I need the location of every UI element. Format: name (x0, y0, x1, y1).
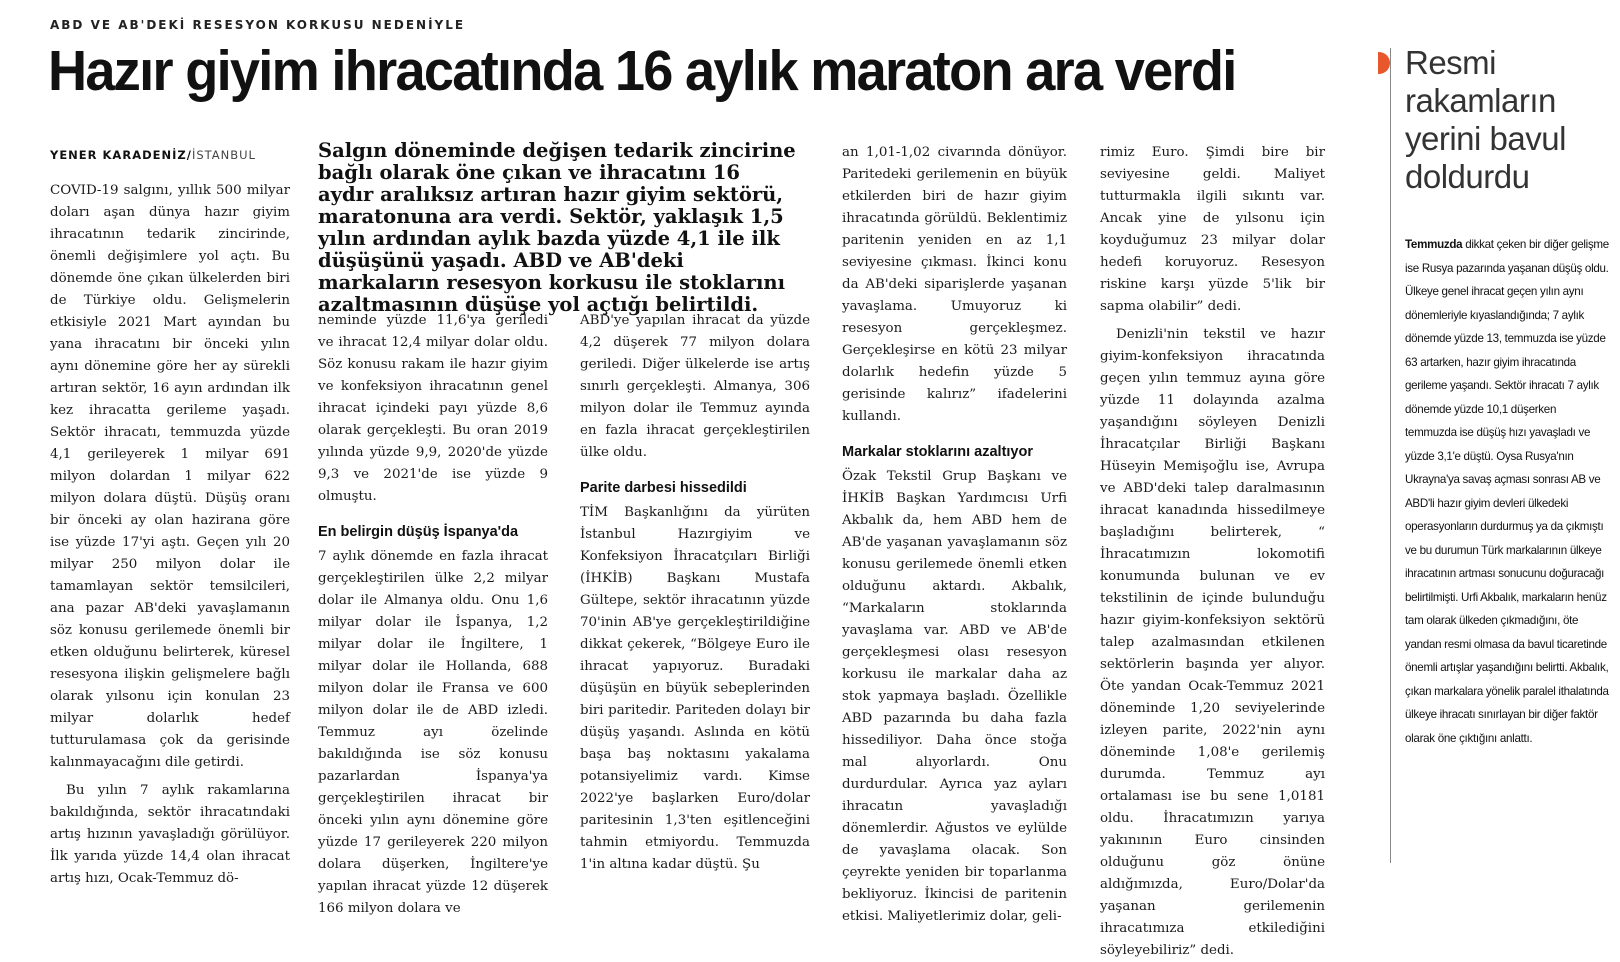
subheading: Markalar stoklarını azaltıyor (842, 444, 1033, 460)
headline: Hazır giyim ihracatında 16 aylık maraton ara verdi (48, 39, 1236, 103)
byline-city: İSTANBUL (191, 148, 256, 162)
column-paragraph: rimiz Euro. Şimdi bire bir seviyesine geldi. Maliyet tutturmakla ilgili sıkıntı var. Ancak yine de yılsonu için koyduğumuz 23 milyar dolar hedefi koruyoruz. Resesyon riskine karşı yüzde 5'lik bir sapma olabilir” dedi. (1100, 145, 1325, 314)
article-column-4 (842, 142, 1067, 924)
column-paragraph: 7 aylık dönemde en fazla ihracat gerçekleştirilen ülke 2,2 milyar dolar ile Almanya oldu. Onu 1,6 milyar dolar ile İspanya, 1,2 milyar dolar ile İngiltere, 1 milyar dolar ile Hollanda, 688 milyon dolar ile Fransa ve 600 milyon dolar ile de ABD izledi. Temmuz ayı özelinde bakıldığında ise söz konusu pazarlardan İspanya'ya gerçekleştirilen ihracat bir önceki yılın aynı dönemine göre yüzde 17 gerileyerek 220 milyon dolara düşerken, İngiltere'ye yapılan ihracat yüzde 12 düşerek 166 milyon dolara ve (318, 549, 548, 916)
article-column-1 (50, 180, 290, 886)
subheading: Parite darbesi hissedildi (580, 480, 747, 496)
article-column-5 (1100, 142, 1325, 958)
sidebar-lead-word: Temmuzda (1405, 238, 1463, 251)
accent-marker (1378, 52, 1390, 74)
column-paragraph: neminde yüzde 11,6'ya geriledi ve ihracat 12,4 milyar dolar oldu. Söz konusu rakam ile hazır giyim ve konfeksiyon ihracatının genel ihracat içindeki payı yüzde 8,6 olarak gerçekleşti. Bu oran 2019 yılında yüzde 9,9, 2020'de yüzde 9,3 ve 2021'de ise yüzde 9 olmuştu. (318, 313, 548, 504)
sidebar-divider (1390, 48, 1391, 863)
byline (50, 148, 256, 162)
kicker: ABD VE AB'DEKİ RESESYON KORKUSU NEDENİYLE (50, 18, 466, 32)
byline-separator: / (186, 148, 192, 162)
column-paragraph: ABD'ye yapılan ihracat da yüzde 4,2 düşerek 77 milyon dolara geriledi. Diğer ülkelerde ise artış sınırlı gerçekleşti. Almanya, 306 milyon dolar ile Temmuz ayında en fazla ihracat gerçekleştirilen ülke oldu. (580, 313, 810, 460)
sidebar-text (1405, 233, 1610, 750)
lead-paragraph: Salgın döneminde değişen tedarik zincirine bağlı olarak öne çıkan ve ihracatını 16 aydır aralıksız artıran hazır giyim sektörü, maratonuna ara verdi. Sektör, yaklaşık 1,5 yılın ardından aylık bazda yüzde 4,1 ile ilk düşüşünü yaşadı. ABD ve AB'deki markaların resesyon korkusu ile stoklarını azaltmasının düşüşe yol açtığı belirtildi. (318, 139, 796, 316)
column-paragraph: COVID-19 salgını, yıllık 500 milyar doları aşan dünya hazır giyim ihracatının tedarik zincirinde, önemli değişimlere yol açtı. Bu dönemde öne çıkan ülkelerden biri de Türkiye oldu. Gelişmelerin etkisiyle 2021 Mart ayından bu yana ihracatını bir önceki yılın aynı dönemine göre her ay sürekli artıran sektör, 16 ayın ardından ilk kez ihracatta gerileme yaşadı. Sektör ihracatı, temmuzda yüzde 4,1 gerileyerek 1 milyar 691 milyon dolardan 1 milyar 622 milyon dolara düştü. Düşüş oranı bir önceki ay olan hazirana göre ise yüzde 17'yi aştı. Geçen yılı 20 milyar 250 milyon dolar ile tamamlayan sektör temsilcileri, ana pazar AB'deki yavaşlamanın söz konusu gerilemede önemli bir etken olduğunu belirterek, küresel resesyona ilişkin gelişmelere bağlı olarak yılsonu için konulan 23 milyar dolarlık hedef tutturulamasa çok da gerisinde kalınmayacağını dile getirdi. (50, 183, 290, 770)
column-paragraph: Özak Tekstil Grup Başkanı ve İHKİB Başkan Yardımcısı Urfi Akbalık da, hem ABD hem de AB'de yaşanan yavaşlamanın söz konusu gerilemede önemli etken olduğunu aktardı. Akbalık, “Markaların stoklarında yavaşlama var. ABD ve AB'de gerçekleşmesi olası resesyon korkusu ile markalar daha az stok yapmaya başladı. Özellikle ABD pazarında bu daha fazla hissediliyor. Daha önce stoğa mal alıyorlardı. Onu durdurdular. Ayrıca yaz ayları ihracatın yavaşladığı dönemlerdir. Ağustos ve eylülde de yavaşlama olacak. Son çeyrekte yeniden bir toparlanma bekliyoruz. İkincisi de paritenin etkisi. Maliyetlerimiz dolar, geli- (842, 469, 1067, 924)
column-paragraph: Denizli'nin tekstil ve hazır giyim-konfeksiyon ihracatında geçen yılın temmuz ayına göre yüzde 11 dolayında azalma yaşandığını söyleyen Denizli İhracatçılar Birliği Başkanı Hüseyin Memişoğlu ise, Avrupa ve ABD'deki talep daralmasının ihracat kanadında hissedilmeye başladığını belirterek, “ İhracatımızın lokomotifi konumunda bulunan ve ev tekstilinin de içinde bulunduğu hazır giyim-konfeksiyon sektörü talep azalmasından etkilenen sektörlerin başında yer alıyor. Öte yandan Ocak-Temmuz 2021 döneminde 1,20 seviyelerinde izleyen parite, 2022'nin aynı döneminde 1,08'e gerilemiş durumda. Temmuz ayı ortalaması ise bu sene 1,0181 oldu. İhracatımızın yarıya yakınının Euro cinsinden olduğunu göz önüne aldığımızda, Euro/Dolar'da yaşanan gerilemenin ihracatımıza etkilediğini söyleyebiliriz” dedi. (1100, 327, 1325, 958)
sidebar-headline: Resmi rakamların yerini bavul doldurdu (1405, 44, 1566, 195)
byline-author: YENER KARADENİZ (50, 148, 187, 162)
subheading: En belirgin düşüş İspanya'da (318, 524, 519, 540)
column-paragraph: TİM Başkanlığını da yürüten İstanbul Hazırgiyim ve Konfeksiyon İhracatçıları Birliği (İHKİB) Başkanı Mustafa Gültepe, sektör ihracatının yüzde 70'inin AB'ye gerçekleştirildiğine dikkat çekerek, “Bölgeye Euro ile ihracat yapıyoruz. Buradaki düşüşün en büyük sebeplerinden biri paritedir. Pariteden dolayı bir düşüş yaşandı. Aslında en kötü başa baş noktasını yakalama potansiyelimiz vardı. Kimse 2022'ye başlarken Euro/dolar paritesinin 1,3'ten eşitlenceğini tahmin etmiyordu. Temmuzda 1'in altına kadar düştü. Şu (580, 505, 810, 872)
article-column-2 (318, 310, 548, 916)
column-paragraph: Bu yılın 7 aylık rakamlarına bakıldığında, sektör ihracatındaki artış hızının yavaşladığı görülüyor. İlk yarıda yüzde 14,4 olan ihracat artış hızı, Ocak-Temmuz dö- (50, 783, 290, 886)
sidebar-body: dikkat çeken bir diğer gelişme ise Rusya pazarında yaşanan düşüş oldu. Ülkeye genel ihracat geçen yılın aynı dönemleriyle kıyaslandığında; 7 aylık dönemde yüzde 13, temmuzda ise yüzde 63 artarken, hazır giyim ihracatında gerileme yaşandı. Sektör ihracatı 7 aylık dönemde yüzde 10,1 düşerken temmuzda ise düşüş hızı yavaşladı ve yüzde 3,1'e düştü. Oysa Rusya'nın Ukrayna'ya savaş açması sonrası AB ve ABD'li hazır giyim devleri ülkedeki operasyonların durdurmuş ya da çıkmıştı ve bu durumun Türk markalarının ülkeye ihracatının artması sonucunu doğuracağı belirtilmişti. Urfi Akbalık, markaların henüz tam olarak ülkeden çıkmadığını, öte yandan resmi olmasa da bavul ticaretinde önemli artışlar yaşandığını belirtti. Akbalık, çıkan markalara yönelik paralel ithalatında ülkeye ihracatı sınırlayan bir diğer faktör olarak öne çıktığını anlattı. (1405, 238, 1609, 745)
column-paragraph: an 1,01-1,02 civarında dönüyor. Paritedeki gerilemenin en büyük etkilerden biri de hazır giyim ihracatında görüldü. Beklentimiz paritenin yeniden en az 1,1 seviyesine çıkması. İkinci konu da AB'deki siparişlerde yaşanan yavaşlama. Umuyoruz ki resesyon gerçekleşmez. Gerçekleşirse en kötü 23 milyar dolarlık hedefin yüzde 5 gerisinde kalırız” ifadelerini kullandı. (842, 145, 1067, 424)
article-column-3 (580, 310, 810, 872)
